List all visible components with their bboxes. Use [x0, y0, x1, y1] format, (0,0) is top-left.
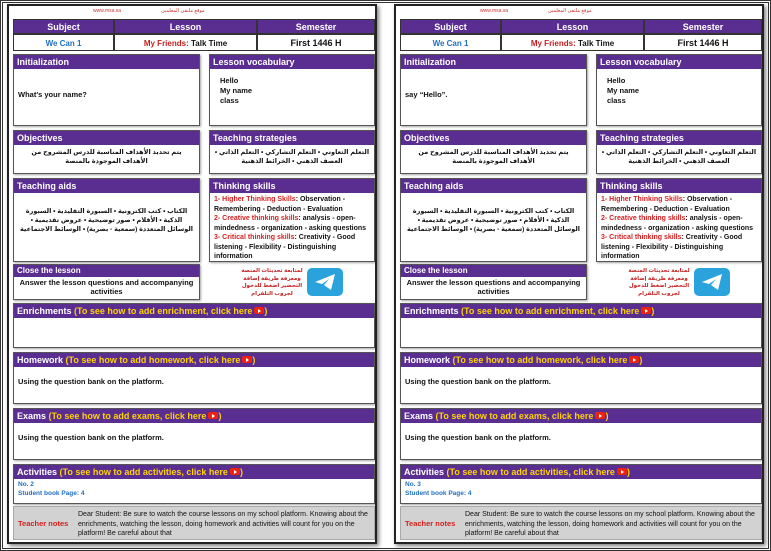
critical-label: 3- Critical thinking skills [601, 234, 682, 241]
telegram-icon[interactable] [694, 268, 730, 296]
telegram-icon[interactable] [307, 268, 343, 296]
exams-text: Using the question bank on the platform. [18, 433, 164, 442]
youtube-icon[interactable] [254, 307, 264, 314]
youtube-icon[interactable] [230, 468, 240, 475]
close-lesson-box [400, 264, 587, 300]
homework-text: Using the question bank on the platform. [405, 377, 551, 386]
enrichments-title [401, 304, 761, 318]
subject-value: We Can 1 [13, 34, 114, 51]
lesson-prefix: My Friends: [143, 39, 189, 48]
higher-label: 1- Higher Thinking Skills [214, 196, 296, 203]
aids-title: Teaching aids [401, 179, 586, 193]
homework-box [13, 352, 375, 404]
paren: ) [218, 411, 222, 421]
site-url[interactable]: www.msa.sa [480, 8, 509, 14]
creative-label: 2- Creative thinking skills [601, 215, 686, 222]
youtube-icon[interactable] [641, 307, 651, 314]
strategies-title: Teaching strategies [597, 131, 761, 145]
homework-link[interactable] [453, 355, 643, 365]
objectives-box [400, 130, 587, 174]
exams-link[interactable] [436, 411, 609, 421]
site-arabic: موقع ملتقى المعلمين [548, 8, 592, 14]
site-arabic: موقع ملتقى المعلمين [161, 8, 205, 14]
homework-title [14, 353, 374, 367]
activity-number: No. 3 [405, 481, 421, 488]
paren: ) [239, 467, 243, 477]
initialization-text: say “Hello”. [405, 90, 448, 99]
vocabulary-box [596, 54, 762, 126]
enrichments-label: Enrichments [404, 306, 459, 316]
initialization-title: Initialization [401, 55, 586, 69]
header-values [400, 34, 762, 51]
close-lesson-text: Answer the lesson questions and accompanying activities [19, 278, 194, 296]
homework-link-text[interactable]: (To see how to add homework, click here [452, 355, 628, 365]
higher-text: : Observation - Remembering - Deduction - Evaluation [214, 196, 346, 213]
enrichments-link[interactable] [74, 306, 267, 316]
initialization-box [400, 54, 587, 126]
initialization-text: What's your name? [18, 90, 87, 99]
youtube-icon[interactable] [595, 412, 605, 419]
aids-text: الكتاب • كتب الكترونية • السبورة التقليدية • السبورة الذكية • الأقلام • صور توضيحية • عروض تقديمية • الوسائل المتعددة (سمعية - بصرية) • الوسائط الاجتماعية [406, 208, 580, 233]
lesson-value [114, 34, 257, 51]
paren: ) [264, 306, 268, 316]
paren: ) [252, 355, 256, 365]
exams-link[interactable] [49, 411, 222, 421]
lesson-header: Lesson [114, 19, 257, 34]
objectives-title: Objectives [401, 131, 586, 145]
critical-label: 3- Critical thinking skills [214, 234, 295, 241]
youtube-icon[interactable] [208, 412, 218, 419]
enrichments-title [14, 304, 374, 318]
thinking-title: Thinking skills [210, 179, 374, 193]
strategies-box [209, 130, 375, 174]
homework-label: Homework [17, 355, 64, 365]
teacher-notes-label: Teacher notes [18, 519, 69, 528]
activities-link[interactable] [447, 467, 630, 477]
enrichments-link-text[interactable]: (To see how to add enrichment, click here [74, 306, 253, 316]
vocabulary-title: Lesson vocabulary [210, 55, 374, 69]
semester-value: First 1446 H [644, 34, 762, 51]
youtube-icon[interactable] [629, 356, 639, 363]
creative-label: 2- Creative thinking skills [214, 215, 299, 222]
thinking-text [597, 193, 761, 264]
activities-box [400, 464, 762, 504]
lesson-header: Lesson [501, 19, 644, 34]
close-lesson-title: Close the lesson [14, 265, 199, 277]
activities-title [401, 465, 761, 479]
vocab-item: class [220, 96, 239, 105]
telegram-note[interactable]: لمتابعة تحديثات المنصة ومعرفة طريقة إضافة التحضير اضغط للدخول لجروب التلقرام [241, 268, 303, 297]
homework-label: Homework [404, 355, 451, 365]
higher-text: : Observation - Remembering - Deduction - Evaluation [601, 196, 733, 213]
activities-link-text[interactable]: (To see how to add activities, click here [446, 467, 615, 477]
lesson-plan-page-1 [7, 4, 377, 544]
enrichments-box [13, 303, 375, 348]
thinking-box [209, 178, 375, 262]
strategies-text: التعلم التعاوني • التعلم التشاركي • التعلم الذاتي • العصف الذهني • الخرائط الذهنية [601, 149, 757, 165]
enrichments-link-text[interactable]: (To see how to add enrichment, click here [461, 306, 640, 316]
critical-text: : Creativity - Good listening - Flexibility - Distinguishing information [601, 234, 743, 260]
exams-link-text[interactable]: (To see how to add exams, click here [435, 411, 594, 421]
activities-link[interactable] [60, 467, 243, 477]
vocab-item: Hello [220, 76, 239, 85]
subject-header: Subject [400, 19, 501, 34]
student-book-page: Student book Page: 4 [405, 489, 472, 497]
header-row [13, 19, 375, 34]
header-row [400, 19, 762, 34]
strategies-box [596, 130, 762, 174]
thinking-text [210, 193, 374, 264]
lesson-value [501, 34, 644, 51]
exams-title [401, 409, 761, 423]
activity-number: No. 2 [18, 481, 34, 488]
activities-label: Activities [404, 467, 445, 477]
semester-value: First 1446 H [257, 34, 375, 51]
close-lesson-text: Answer the lesson questions and accompanying activities [406, 278, 581, 296]
vocab-item: Hello [607, 76, 626, 85]
activities-label: Activities [17, 467, 58, 477]
semester-header: Semester [257, 19, 375, 34]
close-lesson-box [13, 264, 200, 300]
exams-box [400, 408, 762, 460]
vocab-item: My name [607, 86, 640, 95]
exams-label: Exams [17, 411, 47, 421]
creative-text: : analysis - open-mindedness - organization - asking questions [601, 215, 754, 232]
subject-header: Subject [13, 19, 114, 34]
exams-text: Using the question bank on the platform. [405, 433, 551, 442]
critical-text: : Creativity - Good listening - Flexibility - Distinguishing information [214, 234, 356, 260]
aids-text: الكتاب • كتب الكترونية • السبورة التقليدية • السبورة الذكية • الأقلام • صور توضيحية • عروض تقديمية • الوسائل المتعددة (سمعية - بصرية) • الوسائط الاجتماعية [19, 208, 193, 233]
objectives-text: يتم تحديد الأهداف المناسبة للدرس المشروح من الأهداف الموجودة بالمنصة [418, 149, 569, 165]
teacher-notes-box [13, 506, 375, 540]
aids-title: Teaching aids [14, 179, 199, 193]
homework-box [400, 352, 762, 404]
vocab-item: My name [220, 86, 253, 95]
activities-info [14, 479, 374, 500]
thinking-title: Thinking skills [597, 179, 761, 193]
vocabulary-title: Lesson vocabulary [597, 55, 761, 69]
activities-link-text[interactable]: (To see how to add activities, click here [59, 467, 228, 477]
homework-text: Using the question bank on the platform. [18, 377, 164, 386]
creative-text: : analysis - open-mindedness - organization - asking questions [214, 215, 367, 232]
paren: ) [605, 411, 609, 421]
lesson-title: Talk Time [188, 39, 228, 48]
exams-label: Exams [404, 411, 434, 421]
strategies-title: Teaching strategies [210, 131, 374, 145]
teacher-notes-text: Dear Student: Be sure to watch the course lessons on my school platform. Knowing about the enrichments, watching the lesson, doing homework and activities will count for you on the platform! Be careful about that [465, 511, 755, 537]
higher-label: 1- Higher Thinking Skills [601, 196, 683, 203]
objectives-text: يتم تحديد الأهداف المناسبة للدرس المشروح من الأهداف الموجودة بالمنصة [31, 149, 182, 165]
activities-box [13, 464, 375, 504]
activities-title [14, 465, 374, 479]
exams-box [13, 408, 375, 460]
initialization-title: Initialization [14, 55, 199, 69]
homework-link[interactable] [66, 355, 256, 365]
vocabulary-box [209, 54, 375, 126]
paren: ) [639, 355, 643, 365]
site-url[interactable]: www.msa.sa [93, 8, 122, 14]
telegram-note[interactable]: لمتابعة تحديثات المنصة ومعرفة طريقة إضافة التحضير اضغط للدخول لجروب التلقرام [628, 268, 690, 297]
strategies-text: التعلم التعاوني • التعلم التشاركي • التعلم الذاتي • العصف الذهني • الخرائط الذهنية [214, 149, 370, 165]
exams-link-text[interactable]: (To see how to add exams, click here [48, 411, 207, 421]
lesson-plan-page-2 [394, 4, 764, 544]
objectives-title: Objectives [14, 131, 199, 145]
semester-header: Semester [644, 19, 762, 34]
lesson-prefix: My Friends: [530, 39, 576, 48]
enrichments-link[interactable] [461, 306, 654, 316]
teacher-notes-text: Dear Student: Be sure to watch the course lessons on my school platform. Knowing about the enrichments, watching the lesson, doing homework and activities will count for you on the platform! Be careful about that [78, 511, 368, 537]
header-values [13, 34, 375, 51]
enrichments-box [400, 303, 762, 348]
paren: ) [651, 306, 655, 316]
close-lesson-title: Close the lesson [401, 265, 586, 277]
aids-box [13, 178, 200, 262]
activities-info [401, 479, 761, 500]
youtube-icon[interactable] [242, 356, 252, 363]
exams-title [14, 409, 374, 423]
teacher-notes-box [400, 506, 762, 540]
student-book-page: Student book Page: 4 [18, 489, 85, 497]
thinking-box [596, 178, 762, 262]
vocabulary-list [210, 69, 374, 113]
lesson-title: Talk Time [575, 39, 615, 48]
youtube-icon[interactable] [617, 468, 627, 475]
aids-box [400, 178, 587, 262]
vocab-item: class [607, 96, 626, 105]
objectives-box [13, 130, 200, 174]
vocabulary-list [597, 69, 761, 113]
homework-link-text[interactable]: (To see how to add homework, click here [65, 355, 241, 365]
initialization-box [13, 54, 200, 126]
homework-title [401, 353, 761, 367]
paren: ) [626, 467, 630, 477]
teacher-notes-label: Teacher notes [405, 519, 456, 528]
enrichments-label: Enrichments [17, 306, 72, 316]
subject-value: We Can 1 [400, 34, 501, 51]
